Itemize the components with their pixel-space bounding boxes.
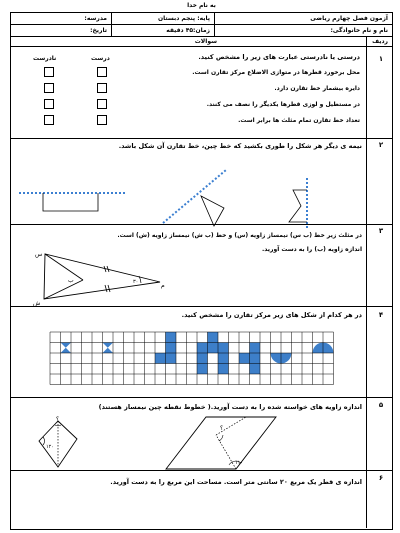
- question-number: ۱: [378, 55, 384, 63]
- vertex-label: م: [161, 282, 165, 289]
- false-checkbox[interactable]: [44, 115, 54, 125]
- exam-title: آزمون فصل چهارم ریاضی: [310, 15, 388, 22]
- grade-label: پایه: پنجم دبستان: [158, 15, 210, 22]
- true-column-label: درست: [91, 55, 110, 62]
- column-questions-header: سوالات: [194, 38, 217, 45]
- question-number: ۴: [378, 311, 384, 319]
- divider: [11, 36, 392, 37]
- statement-text: تعداد خط تقارن تمام مثلث ها برابر است.: [238, 117, 360, 124]
- shaded-cell: [239, 353, 250, 364]
- triangle-figure: [11, 224, 211, 306]
- false-checkbox[interactable]: [44, 83, 54, 93]
- shaded-cell: [155, 353, 166, 364]
- shaded-cell: [250, 343, 261, 375]
- basmala: به نام خدا: [187, 2, 216, 9]
- true-checkbox[interactable]: [97, 67, 107, 77]
- symmetry-grid: [46, 330, 336, 386]
- question-title: اندازه زاویه های خواسته شده را به دست آورید.( خطوط نقطه چین نیمساز هستند): [98, 403, 362, 411]
- exam-frame: [10, 12, 393, 530]
- vertex-label: ب: [68, 277, 74, 284]
- column-row-header: ردیف: [372, 38, 388, 45]
- shaded-shape: [103, 343, 114, 348]
- row-column-divider: [366, 36, 367, 528]
- angle-label: ۱۲۰: [46, 444, 55, 450]
- shaded-cell: [166, 332, 177, 364]
- question-title: نیمه ی دیگر هر شکل را طوری بکشید که خط چین، خط تقارن آن شکل باشد.: [118, 142, 362, 150]
- time-label: زمان:۴۵ دقیقه: [166, 27, 210, 34]
- statement-text: در مستطیل و لوزی قطرها یکدیگر را نصف می کنند.: [206, 101, 360, 108]
- divider: [11, 470, 392, 471]
- false-column-label: نادرست: [33, 55, 57, 62]
- false-checkbox[interactable]: [44, 67, 54, 77]
- unknown-angle-label: ؟: [56, 416, 60, 423]
- divider: [111, 24, 112, 36]
- question-number: ۵: [378, 401, 384, 409]
- exam-page: [10, 0, 393, 530]
- shaded-shape: [61, 348, 72, 353]
- question-number: ۶: [378, 474, 384, 482]
- question-number: ۳: [378, 227, 384, 235]
- divider: [214, 13, 215, 36]
- shaded-cell: [218, 343, 229, 375]
- question-title: اندازه ی قطر یک مربع ۲۰ سانتی متر است. مساحت این مربع را به دست آورید.: [110, 478, 362, 486]
- angle-label: ۳۰: [133, 279, 139, 285]
- vertex-label: س: [35, 251, 43, 258]
- angle-figures: [11, 397, 311, 470]
- false-checkbox[interactable]: [44, 99, 54, 109]
- divider: [11, 306, 392, 307]
- statement-text: دایره بیشمار خط تقارن دارد.: [274, 85, 360, 92]
- student-name-label: نام و نام خانوادگی:: [330, 27, 388, 34]
- divider: [111, 13, 112, 24]
- shaded-shape: [103, 348, 114, 353]
- question-title: درستی یا نادرستی عبارت های زیر را مشخص کنید.: [198, 53, 360, 61]
- shaded-cell: [197, 343, 208, 375]
- question-text: اندازه زاویه (ب) را به دست آورید.: [262, 246, 362, 253]
- divider: [11, 46, 392, 47]
- true-checkbox[interactable]: [97, 115, 107, 125]
- school-label: مدرسه:: [84, 15, 107, 22]
- question-title: در هر کدام از شکل های زیر مرکز تقارن را مشخص کنید.: [181, 311, 362, 319]
- question-text: در مثلث زیر خط (ب س) نیمساز زاویه (س) و خط (ب ش) نیمساز زاویه (ش) است.: [117, 232, 362, 239]
- date-label: تاریخ:: [90, 27, 107, 34]
- vertex-label: ش: [33, 300, 41, 307]
- divider: [11, 24, 392, 25]
- statement-text: محل برخورد قطرها در متوازی الاضلاع مرکز تقارن است.: [192, 69, 360, 76]
- shaded-shape: [61, 343, 72, 348]
- question-number: ۲: [378, 141, 384, 149]
- symmetry-figures: [11, 138, 366, 224]
- unknown-angle-label: ؟: [220, 425, 224, 432]
- true-checkbox[interactable]: [97, 83, 107, 93]
- true-checkbox[interactable]: [97, 99, 107, 109]
- angle-label: ۱۱۰: [235, 460, 244, 466]
